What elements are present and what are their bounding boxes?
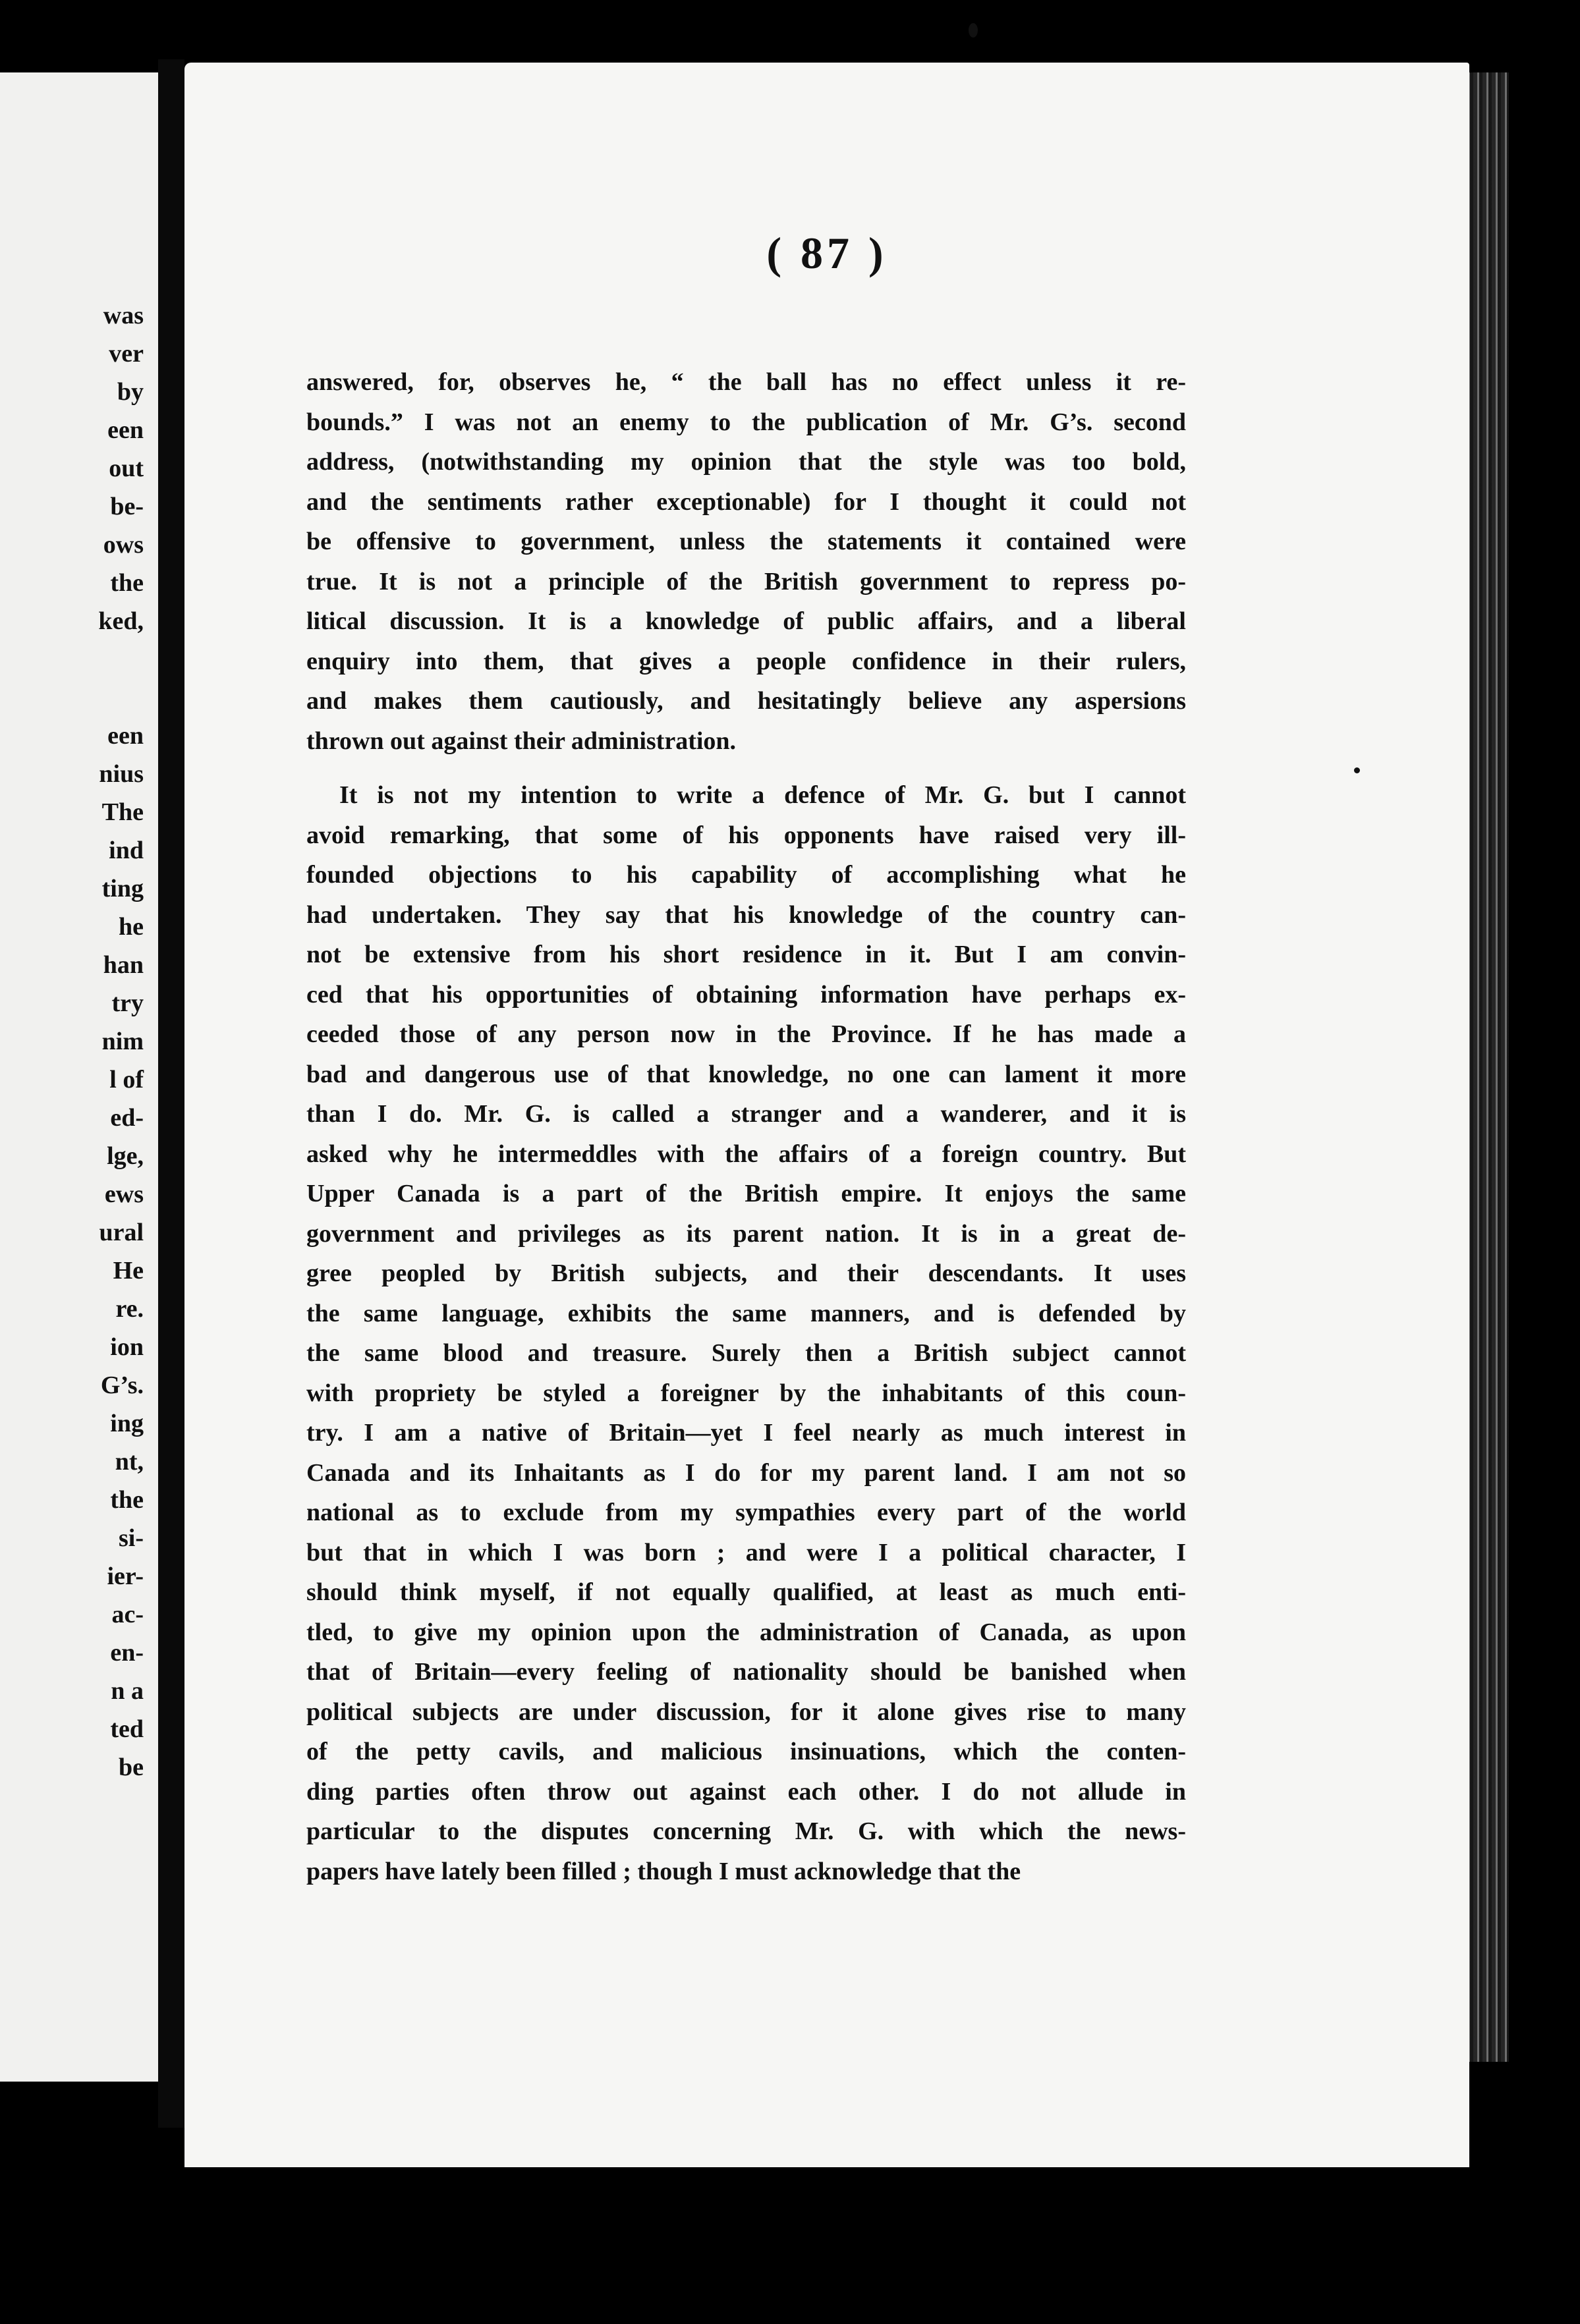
- left-fragment: ows: [103, 531, 144, 559]
- left-fragment: een: [107, 722, 144, 750]
- left-fragment: ted: [110, 1715, 144, 1743]
- text-line: political subjects are under discussion, for it alone gives rise to many: [306, 1698, 1186, 1726]
- text-line: avoid remarking, that some of his opponents have raised very ill-: [306, 821, 1186, 849]
- ink-speck: [969, 23, 978, 38]
- text-line: be offensive to government, unless the statements it contained were: [306, 528, 1186, 555]
- text-line: government and privileges as its parent nation. It is in a great de-: [306, 1219, 1186, 1248]
- text-line: Upper Canada is a part of the British empire. It enjoys the same: [306, 1180, 1186, 1207]
- text-line: that of Britain—every feeling of nationality should be banished when: [306, 1658, 1186, 1686]
- text-line: try. I am a native of Britain—yet I feel nearly as much interest in: [306, 1419, 1186, 1447]
- left-fragment: ural: [99, 1219, 144, 1246]
- text-line: asked why he intermeddles with the affairs of a foreign country. But: [306, 1140, 1186, 1168]
- left-fragment: re.: [115, 1295, 144, 1323]
- left-fragment: ion: [110, 1333, 144, 1361]
- text-line: national as to exclude from my sympathies every part of the world: [306, 1499, 1186, 1526]
- text-line: ced that his opportunities of obtaining information have perhaps ex-: [306, 980, 1186, 1009]
- left-fragment: nim: [101, 1028, 144, 1055]
- text-line: not be extensive from his short residence in it. But I am convin-: [306, 941, 1186, 968]
- left-fragment: the: [110, 1486, 144, 1514]
- body-text: [306, 362, 1186, 1891]
- left-fragment: ier-: [107, 1563, 144, 1590]
- text-line: the same language, exhibits the same manners, and is defended by: [306, 1299, 1186, 1327]
- left-fragment: he: [119, 913, 144, 941]
- paragraph: [306, 775, 1186, 1891]
- text-line: thrown out against their administration.: [306, 727, 737, 755]
- text-line: bounds.” I was not an enemy to the publication of Mr. G’s. second: [306, 408, 1186, 436]
- left-fragment: G’s.: [100, 1371, 144, 1399]
- text-line: litical discussion. It is a knowledge of public affairs, and a liberal: [306, 607, 1186, 635]
- text-line: true. It is not a principle of the British government to repress po-: [306, 567, 1186, 595]
- left-fragment: try: [111, 989, 144, 1017]
- left-fragment: be: [119, 1754, 144, 1781]
- text-line: with propriety be styled a foreigner by the inhabitants of this coun-: [306, 1379, 1186, 1407]
- left-fragment: si-: [119, 1524, 144, 1552]
- text-line: enquiry into them, that gives a people confidence in their rulers,: [306, 647, 1186, 675]
- left-fragment: nius: [99, 760, 144, 788]
- ink-speck: [1354, 767, 1360, 773]
- paragraph: [306, 362, 1186, 761]
- text-line: and makes them cautiously, and hesitatingly believe any aspersions: [306, 687, 1186, 715]
- text-line: and the sentiments rather exceptionable) for I thought it could not: [306, 487, 1186, 516]
- text-line: tled, to give my opinion upon the administration of Canada, as upon: [306, 1618, 1186, 1646]
- text-line: It is not my intention to write a defence of Mr. G. but I cannot: [339, 781, 1186, 809]
- left-fragment: ed-: [110, 1104, 144, 1132]
- left-fragment: the: [110, 569, 144, 597]
- text-line: ding parties often throw out against each other. I do not allude in: [306, 1777, 1186, 1806]
- left-fragment: lge,: [107, 1142, 144, 1170]
- left-fragment: l of: [109, 1066, 144, 1093]
- left-fragment: [0, 640, 158, 717]
- text-line: ceeded those of any person now in the Province. If he has made a: [306, 1020, 1186, 1048]
- text-line: gree peopled by British subjects, and their descendants. It uses: [306, 1259, 1186, 1287]
- left-fragment: han: [103, 951, 144, 979]
- text-line: than I do. Mr. G. is called a stranger and a wanderer, and it is: [306, 1100, 1186, 1128]
- left-fragment: out: [109, 455, 144, 482]
- left-fragment: ting: [101, 875, 144, 902]
- left-page-line-fragments: [0, 296, 158, 1786]
- left-fragment: be-: [110, 493, 144, 520]
- text-line: papers have lately been filled ; though I must acknowledge that the: [306, 1857, 1021, 1885]
- text-line: address, (notwithstanding my opinion that the style was too bold,: [306, 448, 1186, 476]
- text-line: but that in which I was born ; and were I a political character, I: [306, 1538, 1186, 1566]
- left-fragment: ac-: [111, 1601, 144, 1628]
- left-fragment: n a: [111, 1677, 144, 1705]
- left-fragment: en-: [110, 1639, 144, 1667]
- left-fragment: nt,: [115, 1448, 144, 1476]
- left-fragment: ing: [110, 1410, 144, 1437]
- text-line: particular to the disputes concerning Mr. G. with which the news-: [306, 1817, 1186, 1845]
- left-fragment: was: [103, 302, 144, 329]
- text-line: founded objections to his capability of accomplishing what he: [306, 861, 1186, 889]
- book-gutter: [158, 59, 184, 2128]
- left-fragment: The: [101, 798, 144, 826]
- left-fragment: ked,: [98, 607, 144, 635]
- text-line: of the petty cavils, and malicious insinuations, which the conten-: [306, 1738, 1186, 1765]
- left-fragment: ews: [104, 1180, 144, 1208]
- right-page: [184, 63, 1469, 2167]
- left-facing-page: [0, 72, 162, 2082]
- left-fragment: een: [107, 416, 144, 444]
- left-fragment: ind: [109, 837, 144, 864]
- page-number: ( 87 ): [766, 228, 888, 278]
- left-fragment: ver: [109, 340, 144, 368]
- text-line: bad and dangerous use of that knowledge, no one can lament it more: [306, 1060, 1186, 1088]
- text-line: the same blood and treasure. Surely then a British subject cannot: [306, 1339, 1186, 1367]
- left-fragment: He: [113, 1257, 144, 1285]
- text-line: should think myself, if not equally qualified, at least as much enti-: [306, 1578, 1186, 1606]
- text-line: Canada and its Inhaitants as I do for my parent land. I am not so: [306, 1458, 1186, 1487]
- text-line: had undertaken. They say that his knowledge of the country can-: [306, 900, 1186, 929]
- text-line: answered, for, observes he, “ the ball has no effect unless it re-: [306, 368, 1186, 396]
- left-fragment: by: [117, 378, 144, 406]
